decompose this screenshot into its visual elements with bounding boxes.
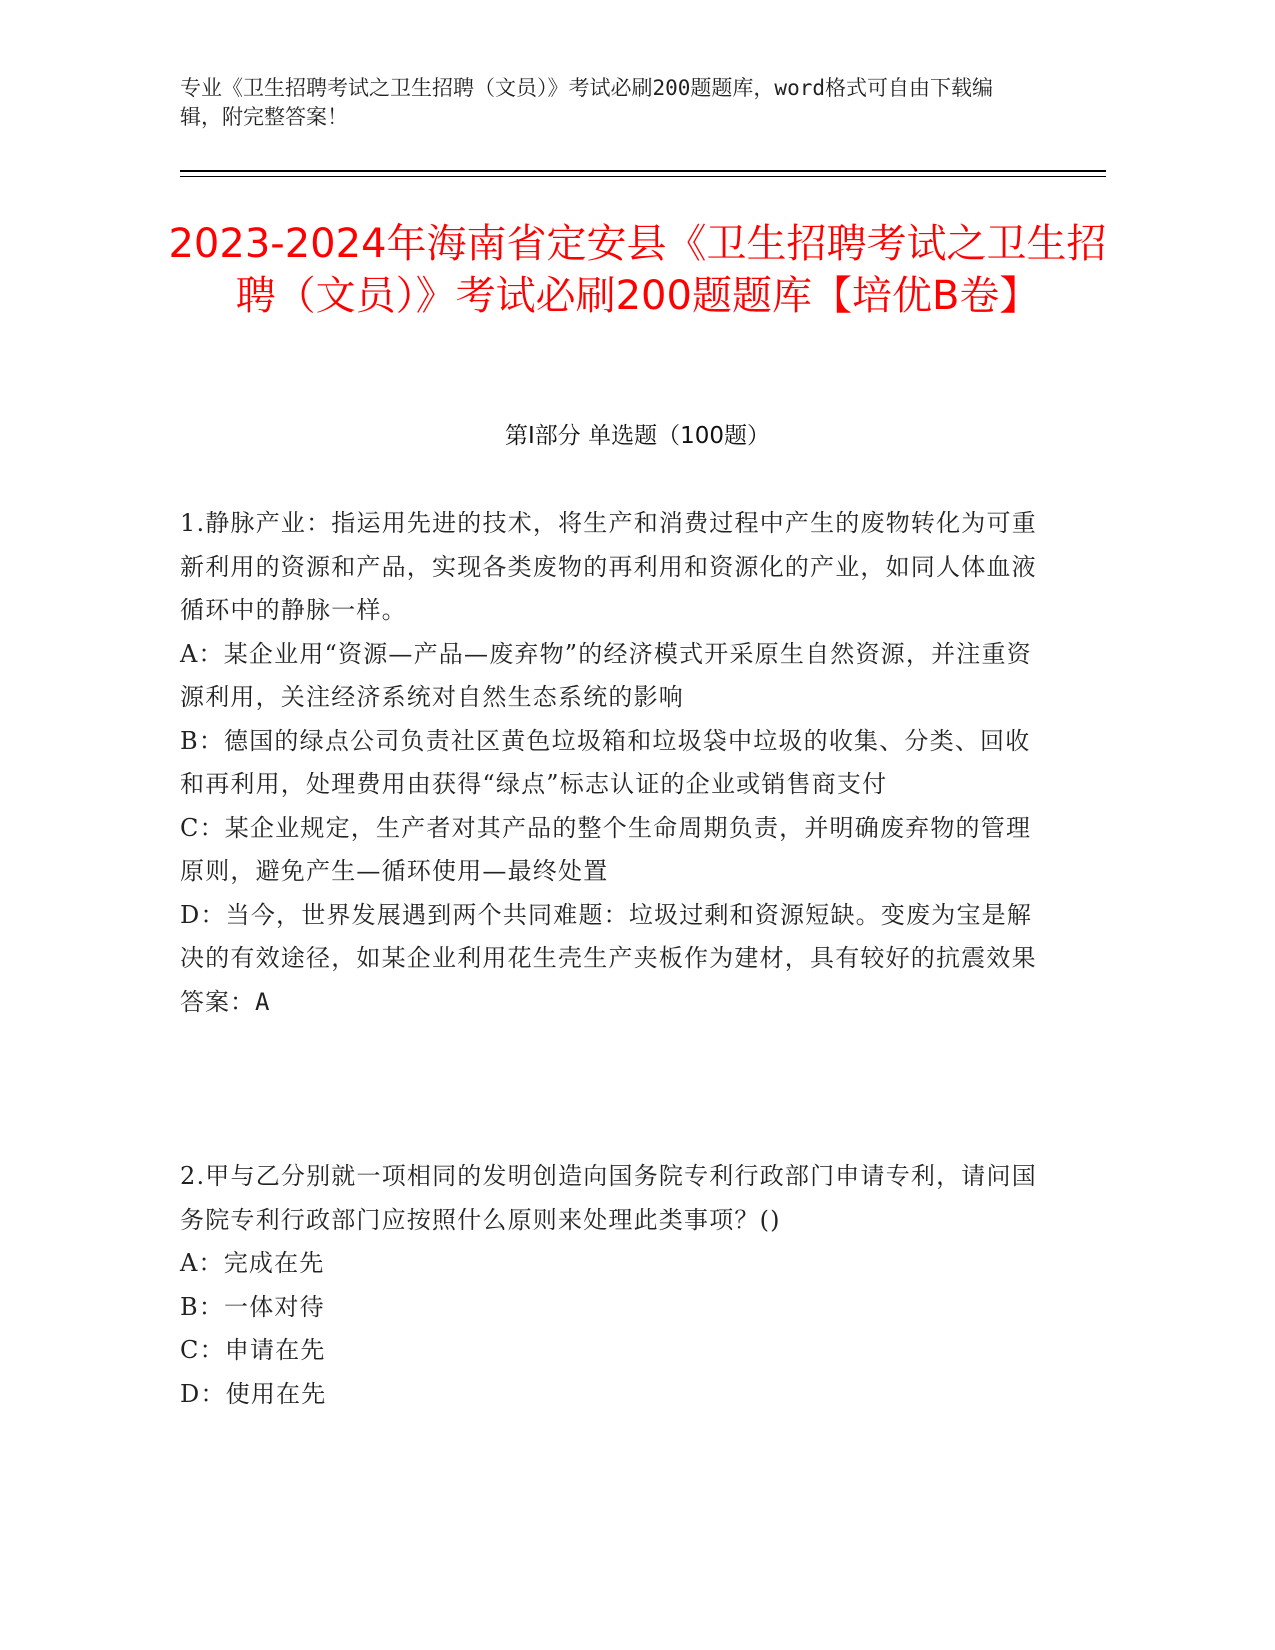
question-stem: 2.甲与乙分别就一项相同的发明创造向国务院专利行政部门申请专利，请问国务院专利行政部门应按照什么原则来处理此类事项？(): [180, 1162, 1037, 1234]
option-a: A：某企业用“资源—产品—废弃物”的经济模式开采原生自然资源，并注重资源利用，关注经济系统对自然生态系统的影响: [180, 639, 1032, 711]
option-c: C：申请在先: [180, 1336, 326, 1364]
option-d: D：当今，世界发展遇到两个共同难题：垃圾过剩和资源短缺。变废为宝是解决的有效途径，如某企业利用花生壳生产夹板作为建材，具有较好的抗震效果: [180, 900, 1037, 972]
option-d: D：使用在先: [180, 1379, 327, 1408]
header-note: 专业《卫生招聘考试之卫生招聘（文员）》考试必刷200题题库，word格式可自由下载编辑，附完整答案！: [180, 76, 993, 129]
answer: [180, 981, 1040, 1025]
question-2: [180, 1155, 1040, 1416]
option-c: C：某企业规定，生产者对其产品的整个生命周期负责，并明确废弃物的管理原则，避免产生—循环使用—最终处置: [180, 813, 1032, 885]
option-b: B：一体对待: [180, 1292, 325, 1321]
option-b: B：德国的绿点公司负责社区黄色垃圾箱和垃圾袋中垃圾的收集、分类、回收和再利用，处理费用由获得“绿点”标志认证的企业或销售商支付: [180, 726, 1031, 798]
question-1: [180, 502, 1040, 1024]
answer-value: A: [255, 987, 271, 1016]
document-title: 2023-2024年海南省定安县《卫生招聘考试之卫生招聘（文员）》考试必刷200题题库【培优B卷】: [168, 221, 1107, 319]
header-divider-thin: [180, 176, 1106, 177]
option-a: A：完成在先: [180, 1249, 325, 1277]
header-divider-thick: [180, 170, 1106, 172]
question-stem: 1.静脉产业：指运用先进的技术，将生产和消费过程中产生的废物转化为可重新利用的资源和产品，实现各类废物的再利用和资源化的产业，如同人体血液循环中的静脉一样。: [180, 509, 1037, 624]
answer-label: 答案：: [180, 987, 255, 1016]
section-title: 第Ⅰ部分 单选题（100题）: [505, 423, 770, 449]
